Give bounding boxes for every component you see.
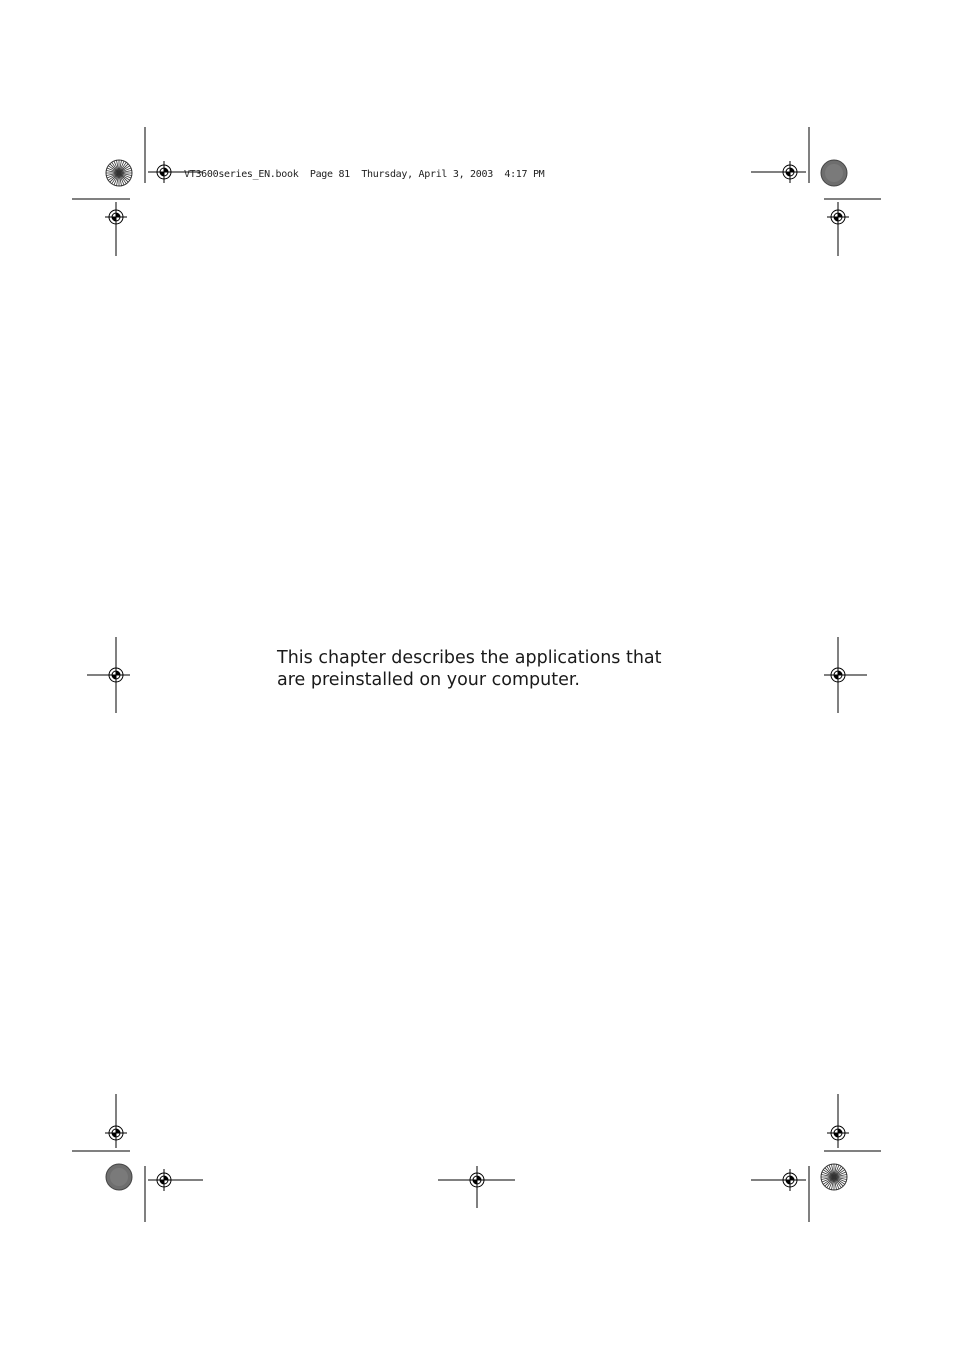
registration-mark-icon <box>105 664 127 686</box>
top-right-marks <box>751 127 881 256</box>
gray-dot-icon <box>106 1164 132 1190</box>
bottom-left-marks <box>72 1094 203 1222</box>
registration-mark-icon <box>827 664 849 686</box>
middle-left-mark <box>87 637 130 713</box>
registration-mark-icon <box>153 1169 175 1191</box>
registration-mark-icon <box>153 161 175 183</box>
chapter-intro-text <box>277 647 697 691</box>
registration-mark-icon <box>105 1122 127 1144</box>
middle-right-mark <box>824 637 867 713</box>
intro-line-1: This chapter describes the applications that <box>277 648 662 668</box>
top-left-marks <box>72 127 203 256</box>
bottom-center-mark <box>438 1166 515 1208</box>
starburst-icon <box>821 1164 847 1190</box>
intro-line-2: are preinstalled on your computer. <box>277 670 580 690</box>
book-header-slug: VT3600series_EN.book Page 81 Thursday, April 3, 2003 4:17 PM <box>184 169 545 180</box>
registration-mark-icon <box>827 1122 849 1144</box>
registration-mark-icon <box>779 161 801 183</box>
registration-mark-icon <box>466 1169 488 1191</box>
registration-mark-icon <box>779 1169 801 1191</box>
starburst-icon <box>106 160 132 186</box>
gray-dot-icon <box>821 160 847 186</box>
bottom-right-marks <box>751 1094 881 1222</box>
registration-mark-icon <box>105 206 127 228</box>
registration-mark-icon <box>827 206 849 228</box>
